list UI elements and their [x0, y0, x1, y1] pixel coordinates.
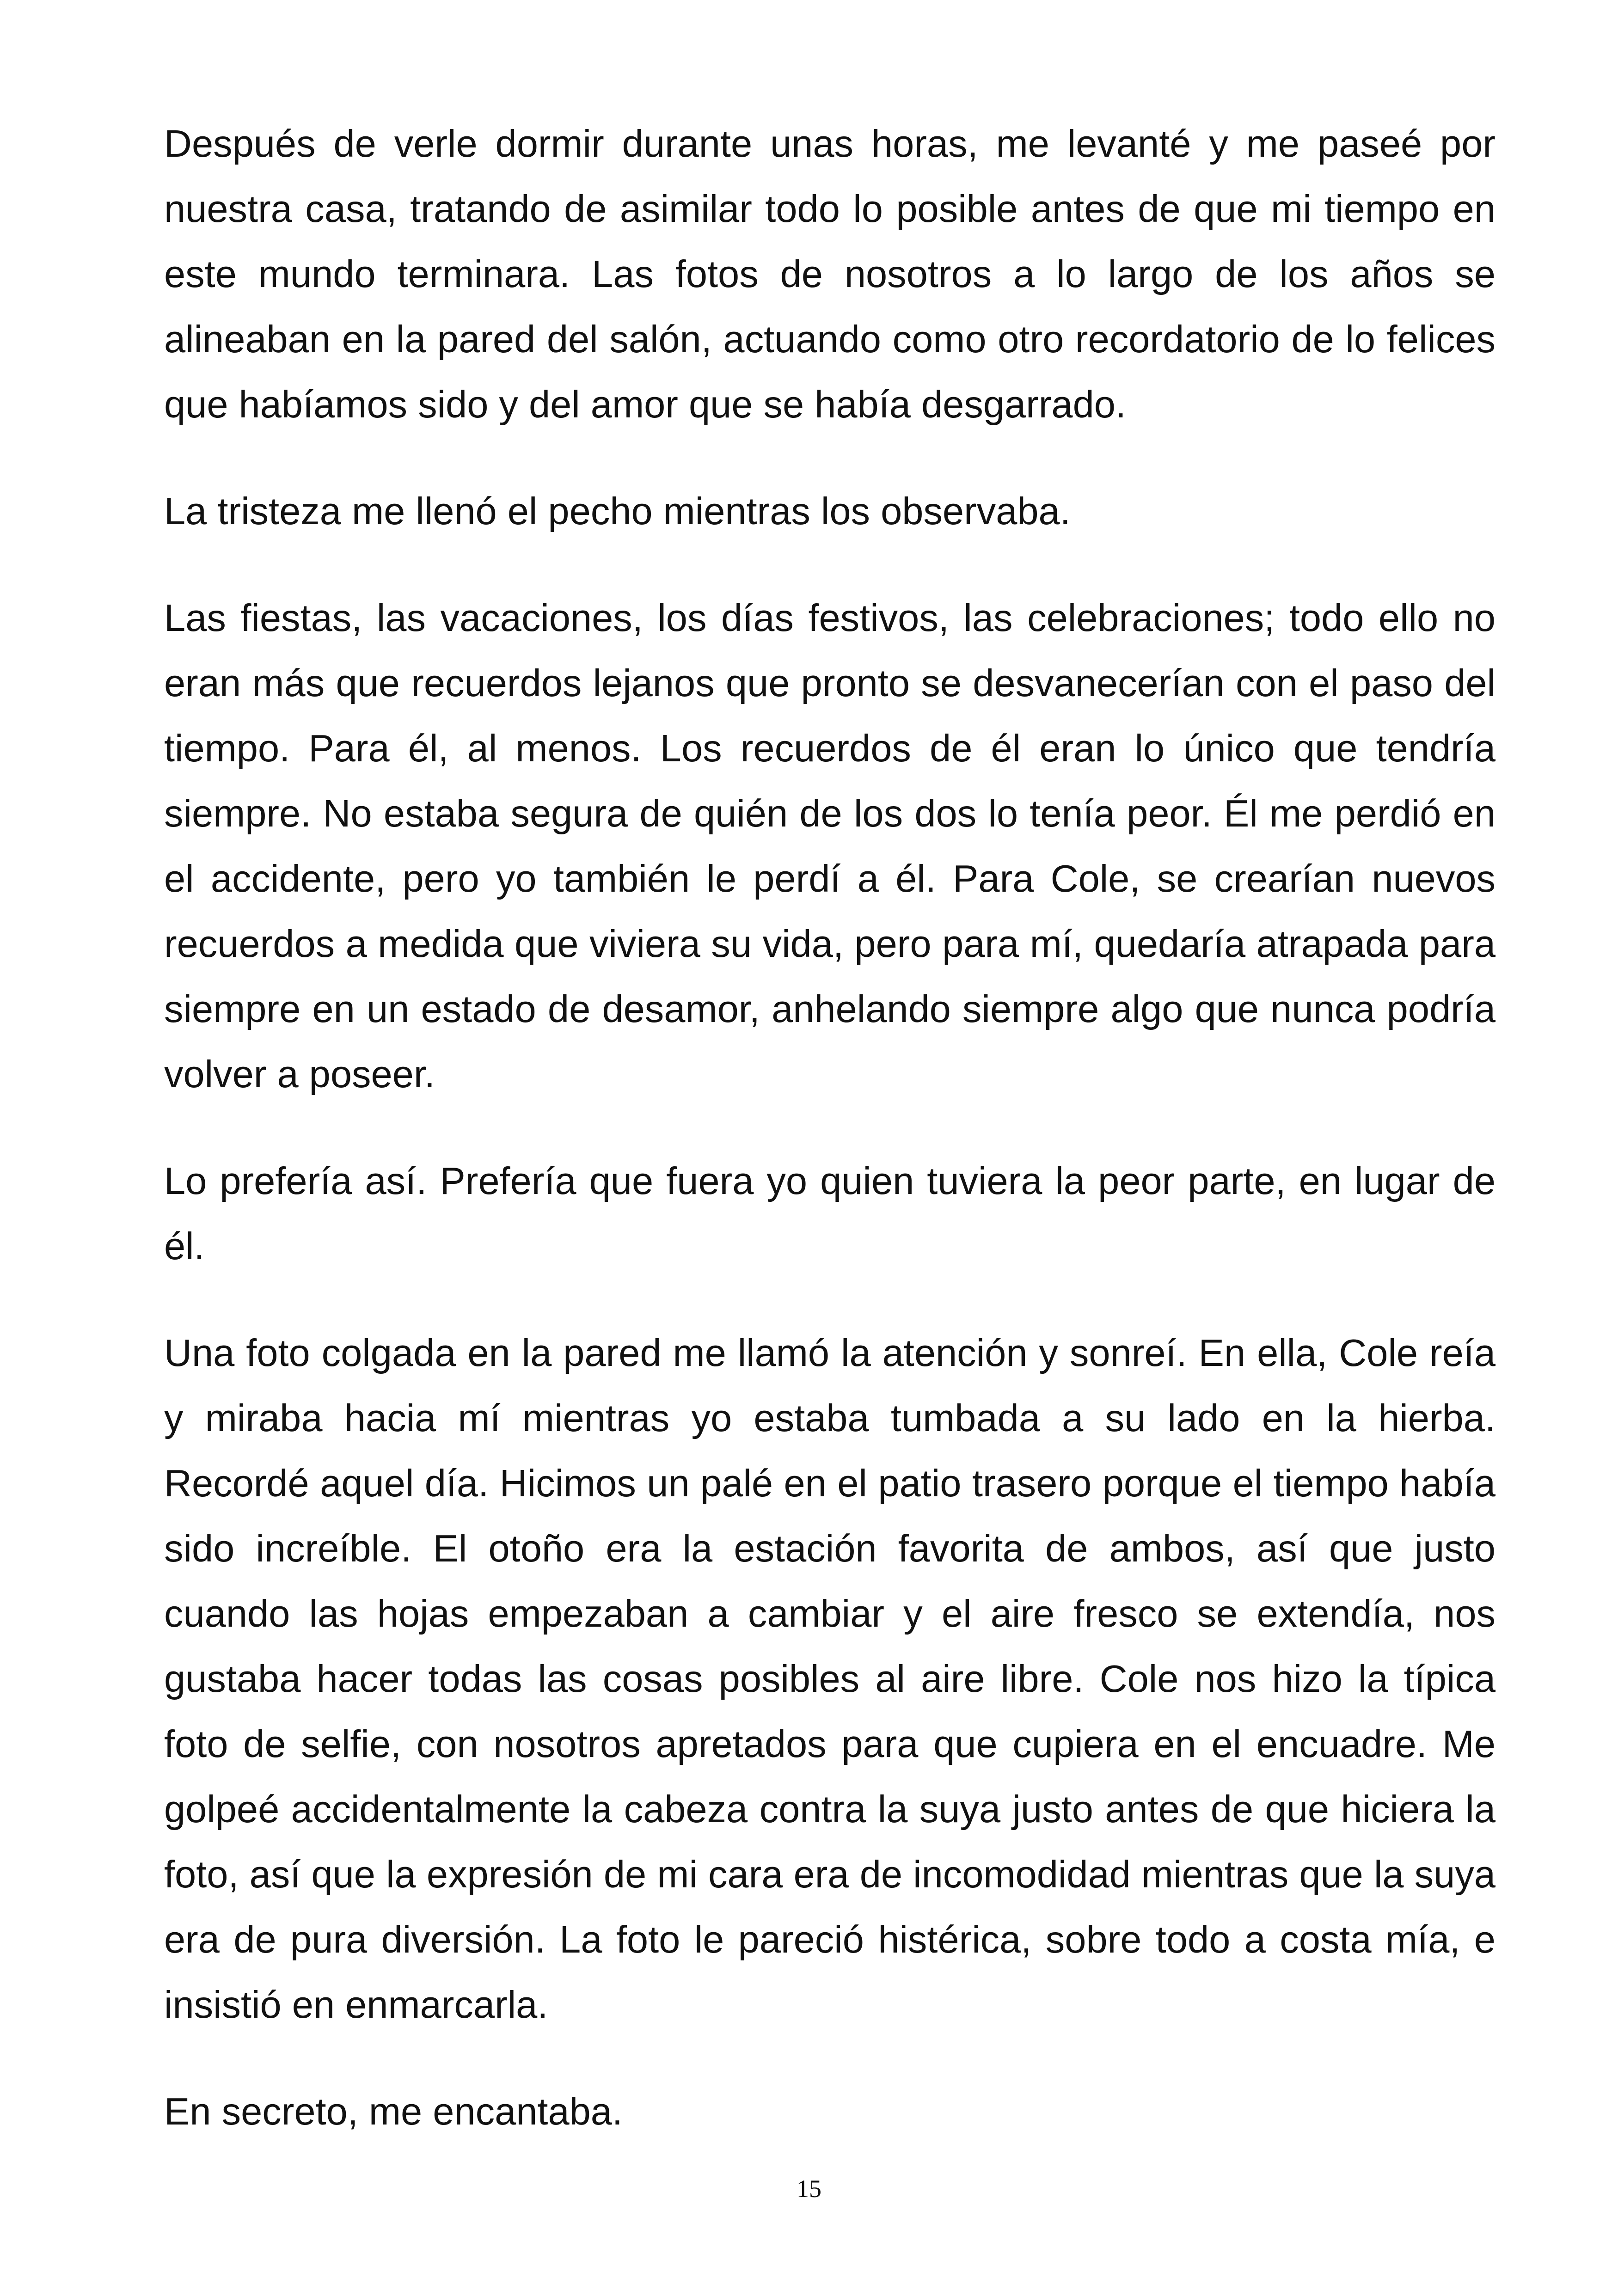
page-number: 15	[797, 2175, 821, 2203]
paragraph-3: Las fiestas, las vacaciones, los días festivos, las celebraciones; todo ello no eran más que recuerdos lejanos que pronto se desvanecerían con el paso del tiempo. Para él, al menos. Los recuerdos de él eran lo único que tendría siempre. No estaba segura de quién de los dos lo tenía peor. Él me perdió en el accidente, pero yo también le perdí a él. Para Cole, se crearían nuevos recuerdos a medida que viviera su vida, pero para mí, quedaría atrapada para siempre en un estado de desamor, anhelando siempre algo que nunca podría volver a poseer.	[164, 596, 1495, 1096]
paragraph-4: Lo prefería así. Prefería que fuera yo quien tuviera la peor parte, en lugar de él.	[164, 1159, 1495, 1267]
body-text	[164, 111, 1495, 2186]
paragraph-5: Una foto colgada en la pared me llamó la atención y sonreí. En ella, Cole reía y miraba hacia mí mientras yo estaba tumbada a su lado en la hierba. Recordé aquel día. Hicimos un palé en el patio trasero porque el tiempo había sido increíble. El otoño era la estación favorita de ambos, así que justo cuando las hojas empezaban a cambiar y el aire fresco se extendía, nos gustaba hacer todas las cosas posibles al aire libre. Cole nos hizo la típica foto de selfie, con nosotros apretados para que cupiera en el encuadre. Me golpeé accidentalmente la cabeza contra la suya justo antes de que hiciera la foto, así que la expresión de mi cara era de incomodidad mientras que la suya era de pura diversión. La foto le pareció histérica, sobre todo a costa mía, e insistió en enmarcarla.	[164, 1331, 1495, 2026]
paragraph-6: En secreto, me encantaba.	[164, 2090, 623, 2133]
paragraph-2: La tristeza me llenó el pecho mientras los observaba.	[164, 490, 1071, 533]
paragraph-1: Después de verle dormir durante unas horas, me levanté y me paseé por nuestra casa, tratando de asimilar todo lo posible antes de que mi tiempo en este mundo terminara. Las fotos de nosotros a lo largo de los años se alineaban en la pared del salón, actuando como otro recordatorio de lo felices que habíamos sido y del amor que se había desgarrado.	[164, 122, 1495, 426]
